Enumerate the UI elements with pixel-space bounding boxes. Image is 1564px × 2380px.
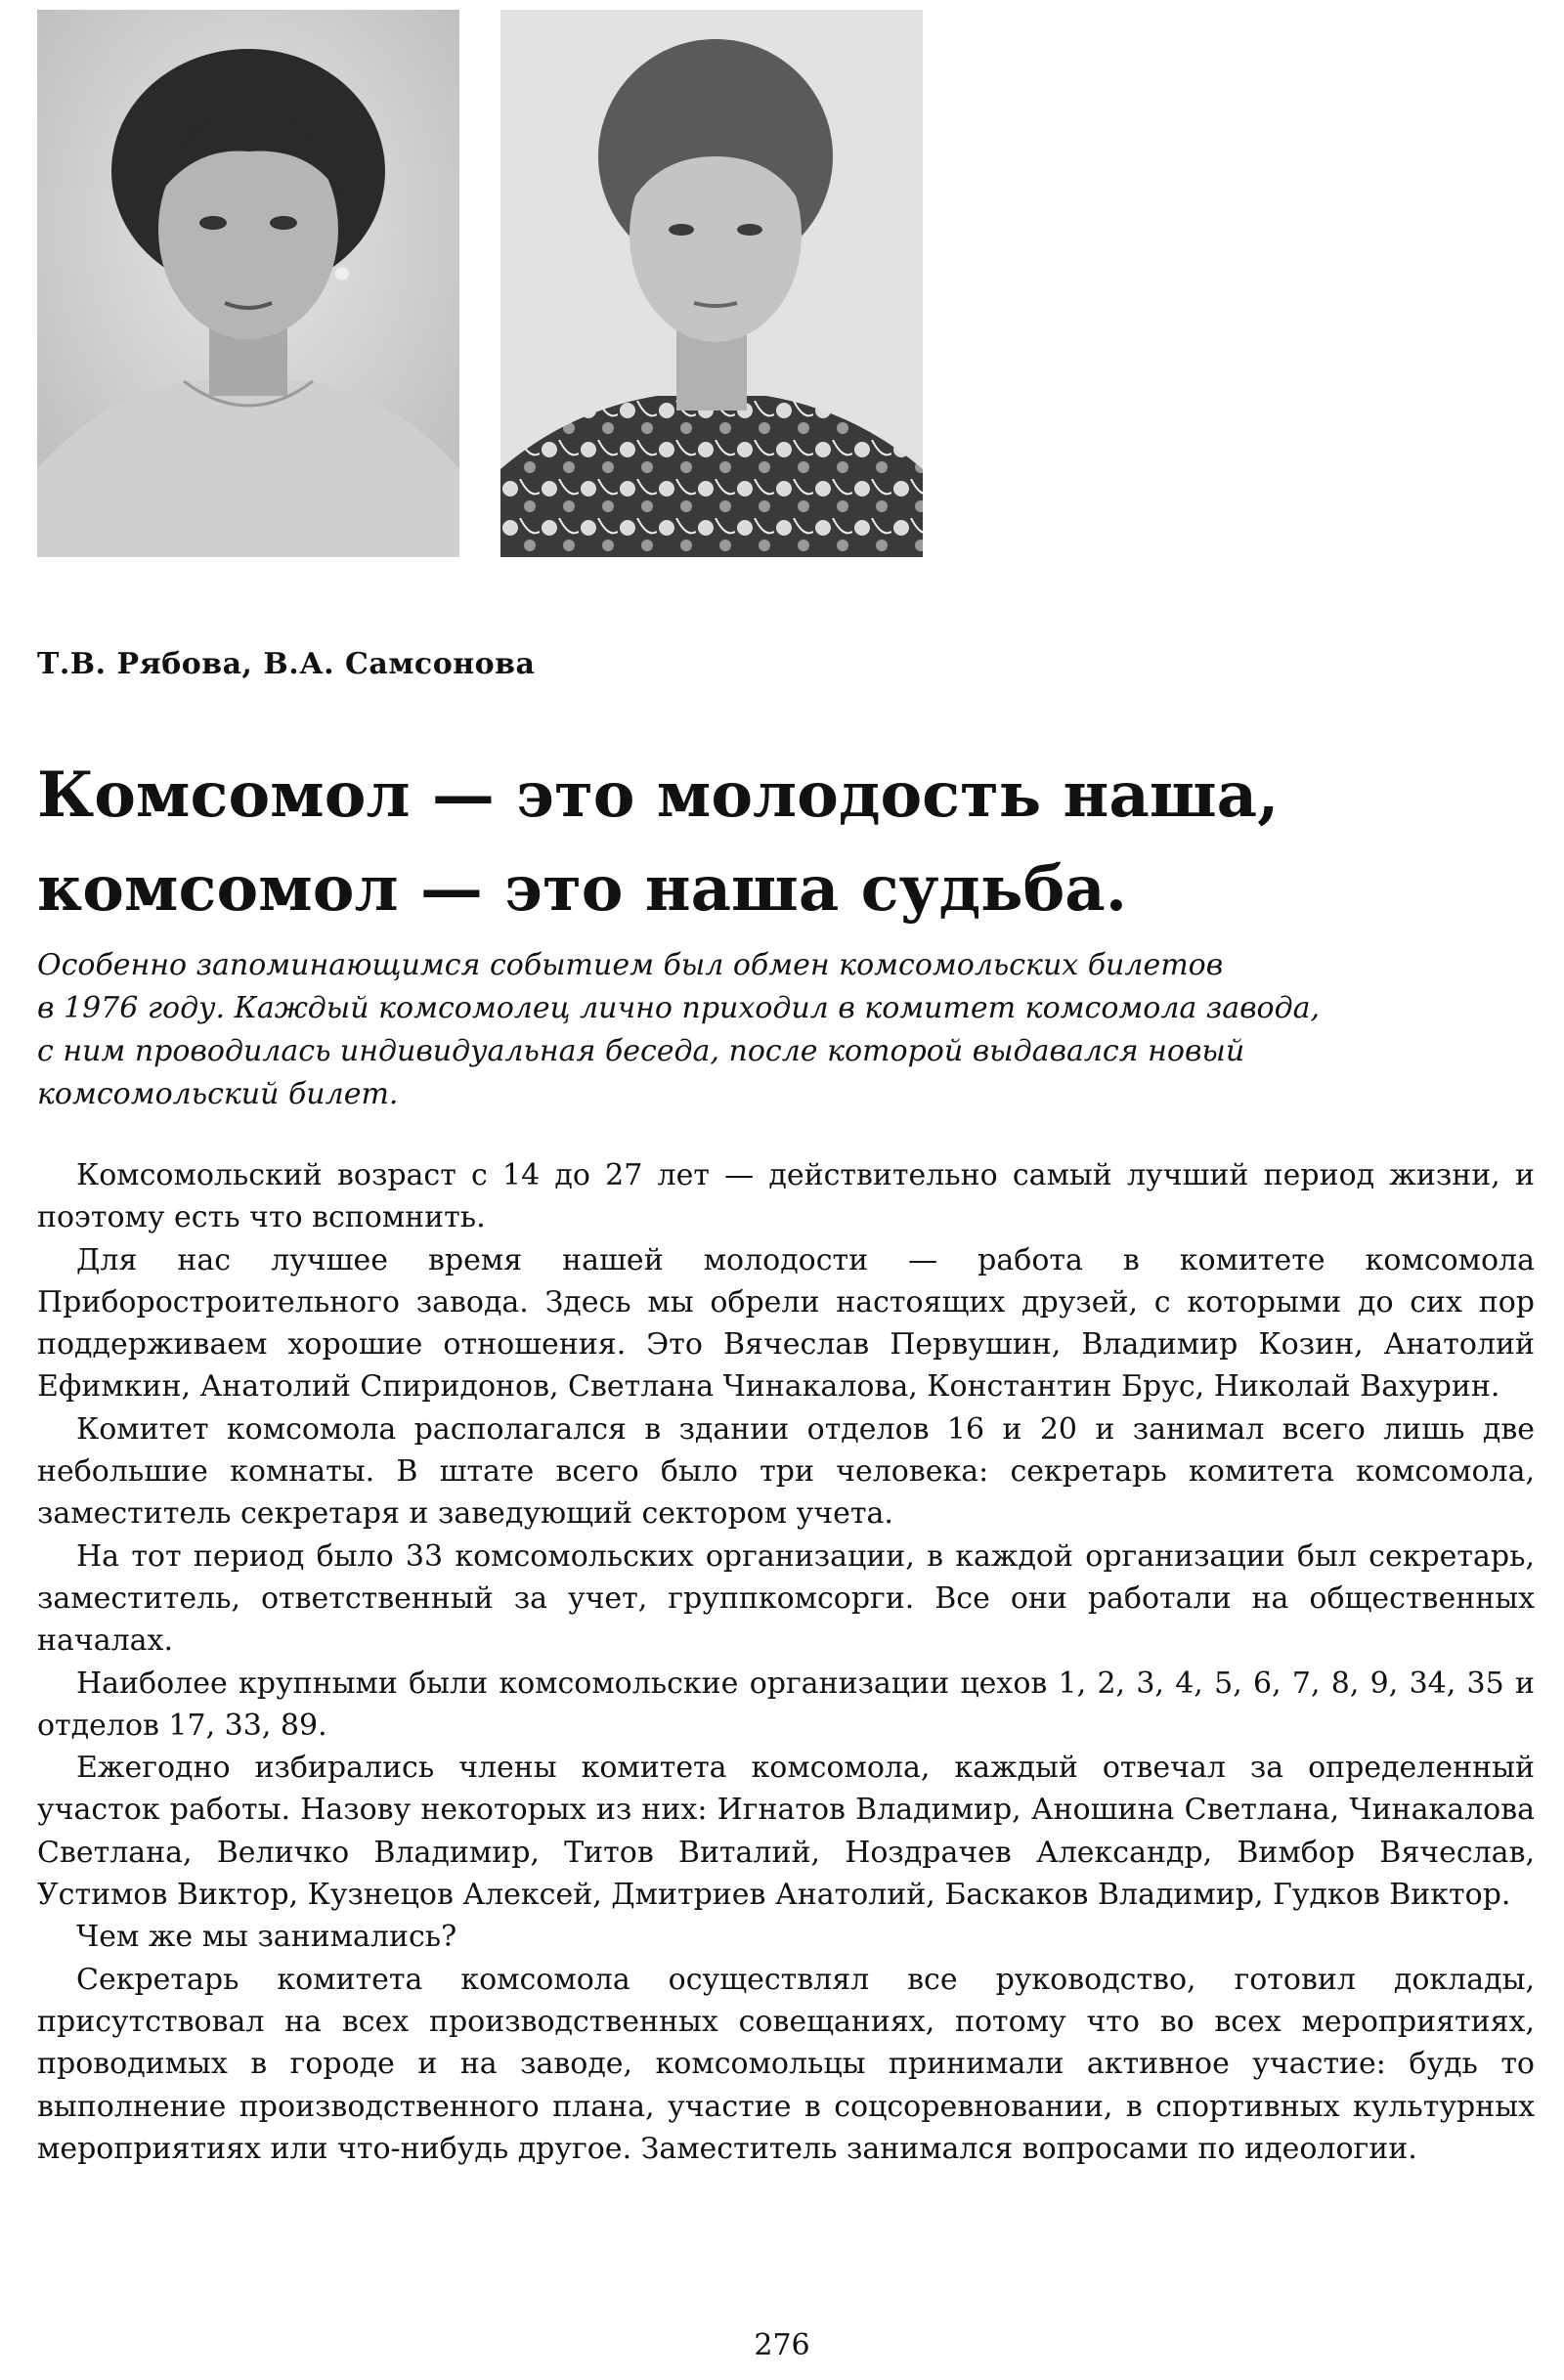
body-paragraph: На тот период было 33 комсомольских организации, в каждой организации был секретарь, заместитель, ответственный за учет, группкомсорги. Все они работали на общественных началах. (37, 1538, 1535, 1659)
lead-line: с ним проводилась индивидуальная беседа, после которой выдавался новый (37, 1034, 1245, 1068)
body-paragraph: Ежегодно избирались члены комитета комсомола, каждый отвечал за определенный участок работы. Назову некоторых из них: Игнатов Владимир, Аношина Светлана, Чинакалова Светлана, Величко Владимир, Титов Виталий, Ноздрачев Александр, Вимбор Вячеслав, Устимов Виктор, Кузнецов Алексей, Дмитриев Анатолий, Баскаков Владимир, Гудков Виктор. (37, 1751, 1535, 1913)
page-number: 276 (754, 2328, 810, 2362)
title-line: Комсомол — это молодость наша, (37, 758, 1280, 832)
article-authors: Т.В. Рябова, В.А. Самсонова (37, 647, 536, 681)
portrait-photo-right (500, 10, 923, 557)
body-paragraph: Чем же мы занимались? (76, 1920, 457, 1955)
body-paragraph: Наиболее крупными были комсомольские организации цехов 1, 2, 3, 4, 5, 6, 7, 8, 9, 34, 35 и отделов 17, 33, 89. (37, 1666, 1535, 1743)
lead-line: Особенно запоминающимся событием был обмен комсомольских билетов (37, 948, 1224, 982)
portrait-photo-left (37, 10, 459, 557)
body-paragraph: Комсомольский возраст с 14 до 27 лет — действительно самый лучший период жизни, и поэтому есть что вспомнить. (37, 1158, 1535, 1235)
body-paragraph: Для нас лучшее время нашей молодости — работа в комитете комсомола Приборостроительного завода. Здесь мы обрели настоящих друзей, с которыми до сих пор поддерживаем хорошие отношения. Это Вячеслав Первушин, Владимир Козин, Анатолий Ефимкин, Анатолий Спиридонов, Светлана Чинакалова, Константин Брус, Николай Вахурин. (37, 1242, 1535, 1405)
lead-line: комсомольский билет. (37, 1077, 399, 1111)
portrait-image-right (500, 10, 923, 557)
body-paragraph: Секретарь комитета комсомола осуществлял все руководство, готовил доклады, присутствовал на всех производственных совещаниях, потому что во всех мероприятиях, проводимых в городе и на заводе, комсомольцы принимали активное участие: будь то выполнение производственного плана, участие в соцсоревновании, в спортивных культурных мероприятиях или что-нибудь другое. Заместитель занимался вопросами по идеологии. (37, 1962, 1535, 2166)
portrait-image-left (37, 10, 459, 557)
body-paragraph: Комитет комсомола располагался в здании отделов 16 и 20 и занимал всего лишь две небольшие комнаты. В штате всего было три человека: секретарь комитета комсомола, заместитель секретаря и заведующий сектором учета. (37, 1411, 1535, 1532)
lead-line: в 1976 году. Каждый комсомолец лично приходил в комитет комсомола завода, (37, 991, 1321, 1025)
title-line: комсомол — это наша судьба. (37, 852, 1128, 926)
article-lead (37, 944, 1523, 1116)
article-title (37, 749, 1523, 936)
article-body (37, 1154, 1535, 2170)
